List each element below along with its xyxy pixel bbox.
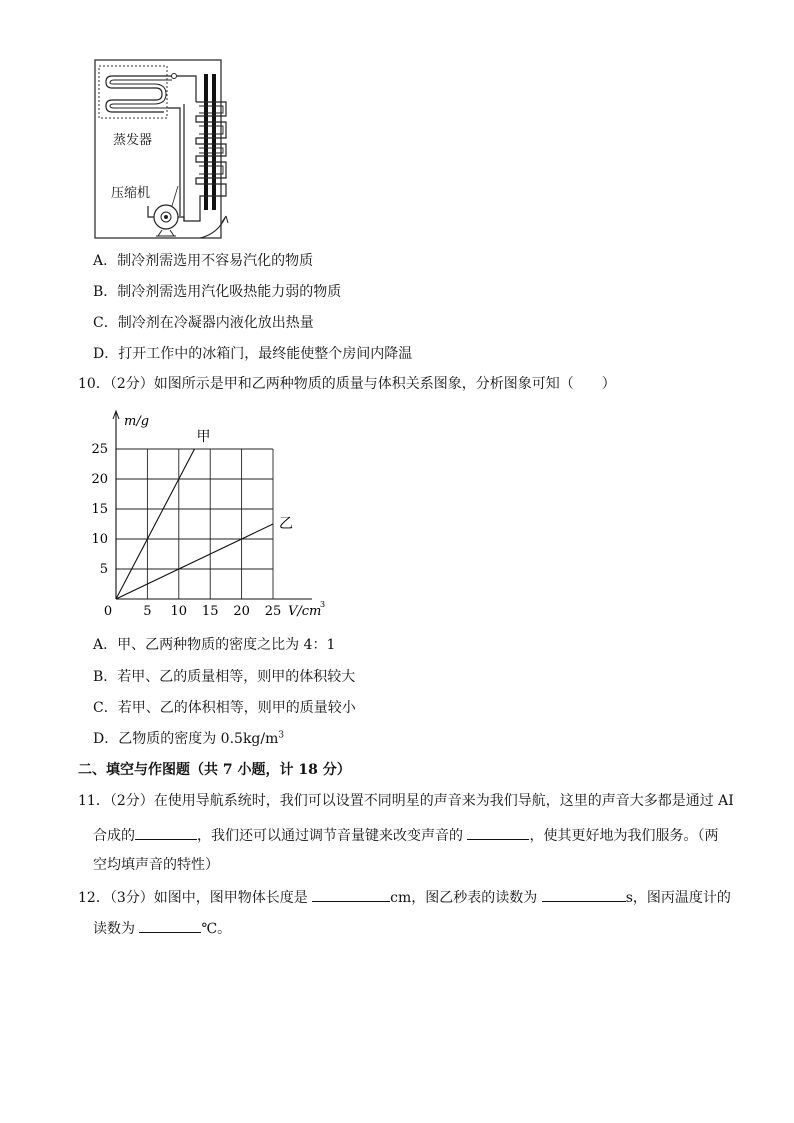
y-tick-label: 15: [91, 502, 108, 517]
x-tick-label: 25: [264, 604, 282, 619]
q11-text-c: ，使其更好地为我们服务。（两: [529, 828, 719, 844]
q12-line1: [78, 887, 731, 907]
q10-stem: 10．（2分）如图所示是甲和乙两种物质的质量与体积关系图象，分析图象可知（ ）: [78, 376, 616, 392]
q11-line3: 空均填声音的特性）: [93, 857, 219, 873]
q11-line1: 11．（2分）在使用导航系统时，我们可以设置不同明星的声音来为我们导航，这里的声音大多都是通过 AI: [78, 793, 734, 809]
y-tick-label: 25: [91, 442, 108, 457]
q9-option-a: A．制冷剂需选用不容易汽化的物质: [93, 253, 314, 269]
q12-text-b: cm，图乙秒表的读数为: [390, 890, 542, 906]
q12-line2: [93, 918, 231, 938]
section2-title: 二、填空与作图题（共 7 小题，计 18 分）: [78, 762, 351, 778]
q10-option-a: A．甲、乙两种物质的密度之比为 4：1: [93, 637, 336, 653]
q11-text-b: ，我们还可以通过调节音量键来改变声音的: [197, 828, 468, 844]
evaporator-label: 蒸发器: [113, 133, 153, 148]
series-label-jia: 甲: [196, 429, 211, 445]
y-tick-label: 10: [91, 532, 108, 547]
q9-option-d: D．打开工作中的冰箱门，最终能使整个房间内降温: [93, 346, 413, 362]
q11-blank-2[interactable]: [467, 825, 529, 840]
series-line-yi: [116, 524, 273, 599]
q11-text-a: 合成的: [93, 828, 135, 844]
y-tick-label: 20: [91, 472, 108, 487]
q9-option-c: C．制冷剂在冷凝器内液化放出热量: [93, 315, 314, 331]
q12-blank-temperature[interactable]: [139, 918, 201, 933]
series-line-jia: [116, 449, 195, 599]
refrigerator-diagram: [88, 56, 248, 248]
q10-option-d-sup: 3: [278, 730, 285, 741]
y-tick-label: 5: [99, 562, 108, 577]
q9-option-b: B．制冷剂需选用汽化吸热能力弱的物质: [93, 284, 342, 300]
q12-text-a: 12．（3分）如图中，图甲物体长度是: [78, 890, 313, 906]
origin-label: 0: [103, 604, 113, 619]
y-axis-label: m/g: [124, 414, 150, 429]
q12-blank-length[interactable]: [312, 887, 390, 902]
q11-line2: [93, 825, 718, 845]
mass-volume-chart: [90, 405, 340, 630]
q10-option-b: B．若甲、乙的质量相等，则甲的体积较大: [93, 669, 356, 685]
q11-blank-1[interactable]: [135, 825, 197, 840]
q12-text-e: ℃。: [201, 921, 232, 937]
x-tick-label: 10: [170, 604, 188, 619]
series-label-yi: 乙: [279, 516, 293, 532]
q12-text-d: 读数为: [93, 921, 140, 937]
q12-text-c: s，图丙温度计的: [625, 890, 731, 906]
x-tick-label: 20: [233, 604, 250, 619]
x-axis-label: V/cm: [288, 604, 322, 619]
q12-blank-stopwatch[interactable]: [542, 887, 626, 902]
q10-option-d: [93, 730, 284, 748]
x-tick-label: 15: [201, 604, 219, 619]
q10-option-d-text: D．乙物质的密度为 0.5kg/m: [93, 731, 279, 747]
q10-option-c: C．若甲、乙的体积相等，则甲的质量较小: [93, 700, 356, 716]
compressor-label: 压缩机: [111, 186, 151, 201]
x-axis-label-sup: 3: [320, 600, 326, 609]
x-tick-label: 5: [143, 604, 152, 619]
